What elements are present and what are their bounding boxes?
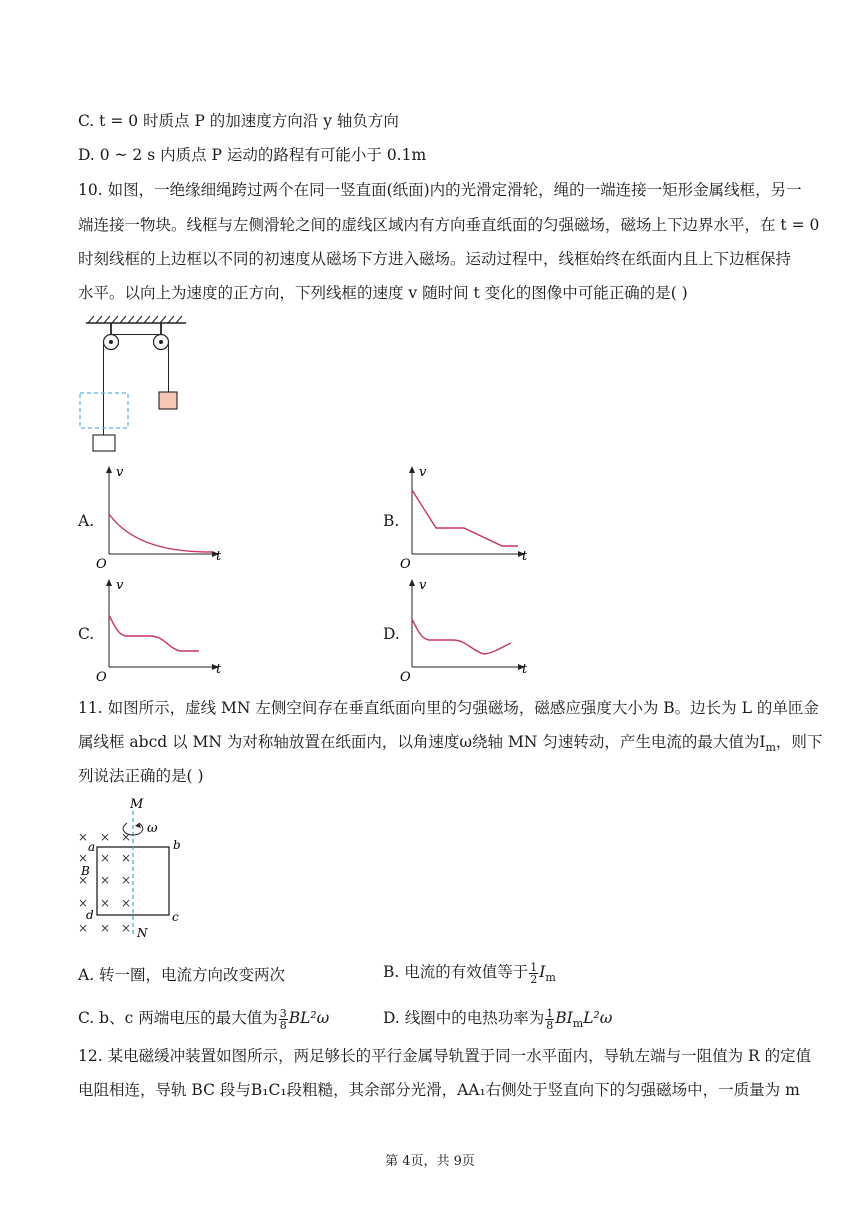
- q11-stem-line2: 属线框 abcd 以 MN 为对称轴放置在纸面内，以角速度ω绕轴 MN 匀速转动，产生电流的最大值为$I_m$，则下: [78, 733, 823, 755]
- axis-v-label: v: [116, 465, 124, 480]
- svg-text:×: ×: [100, 921, 111, 935]
- axis-t-label: t: [216, 662, 222, 677]
- label-omega: ω: [147, 821, 158, 836]
- q10-graph-a: [92, 462, 232, 572]
- svg-text:×: ×: [78, 896, 89, 910]
- axis-t-label: t: [216, 549, 222, 564]
- svg-text:×: ×: [100, 873, 111, 887]
- page-footer: 第 4页，共 9页: [385, 1154, 475, 1169]
- q10-graph-c: [92, 573, 232, 683]
- q11-stem-line3: 列说法正确的是( ): [78, 767, 204, 785]
- q10-option-b-label: B.: [383, 512, 400, 530]
- origin-label: O: [96, 670, 107, 683]
- svg-text:×: ×: [78, 830, 89, 844]
- axis-v-label: v: [419, 578, 427, 593]
- q10-graph-b: [398, 462, 538, 572]
- q12-stem-line1: 12. 某电磁缓冲装置如图所示，两足够长的平行金属导轨置于同一水平面内，导轨左端与一阻值为 R 的定值: [78, 1047, 812, 1065]
- svg-text:×: ×: [121, 896, 132, 910]
- q12-stem-line2: 电阻相连，导轨 BC 段与B₁C₁段粗糙，其余部分光滑，AA₁右侧处于竖直向下的匀强磁场中，一质量为 m: [78, 1081, 800, 1099]
- axis-v-label: v: [116, 578, 124, 593]
- svg-text:×: ×: [78, 873, 89, 887]
- origin-label: O: [400, 557, 411, 572]
- label-c: c: [172, 910, 179, 924]
- svg-text:×: ×: [78, 921, 89, 935]
- curve-d: [412, 619, 511, 654]
- svg-text:×: ×: [121, 873, 132, 887]
- curve-c: [109, 615, 199, 651]
- q11-option-b: B. 电流的有效值等于 $\frac{1}{2}$ $I_m$: [383, 960, 556, 986]
- q9-option-d: D. 0 ~ 2 s 内质点 P 运动的路程有可能小于 0.1m: [78, 146, 427, 164]
- label-d: d: [86, 908, 94, 922]
- q10-option-d-label: D.: [383, 625, 400, 643]
- q10-stem-line1: 10. 如图，一绝缘细绳跨过两个在同一竖直面(纸面)内的光滑定滑轮，绳的一端连接一矩形金属线框，另一: [78, 181, 802, 199]
- axis-v-label: v: [419, 465, 427, 480]
- q9-option-c: C. t = 0 时质点 P 的加速度方向沿 y 轴负方向: [78, 112, 399, 130]
- origin-label: O: [400, 670, 411, 683]
- q10-stem-line2: 端连接一物块。线框与左侧滑轮之间的虚线区域内有方向垂直纸面的匀强磁场，磁场上下边界水平，在 t = 0: [78, 216, 820, 234]
- q10-option-c-label: C.: [78, 625, 95, 643]
- svg-text:×: ×: [100, 851, 111, 865]
- q10-stem-line4: 水平。以向上为速度的正方向，下列线框的速度 v 随时间 t 变化的图像中可能正确的是( ): [78, 284, 688, 302]
- label-b: b: [173, 838, 181, 852]
- q10-pulley-figure: [78, 312, 198, 457]
- label-a: a: [88, 840, 96, 854]
- label-m: M: [130, 797, 144, 812]
- label-n: N: [137, 926, 148, 940]
- q10-stem-line3: 时刻线框的上边框以不同的初速度从磁场下方进入磁场。运动过程中，线框始终在纸面内且上下边框保持: [78, 250, 792, 268]
- svg-text:×: ×: [78, 851, 89, 865]
- svg-text:×: ×: [121, 921, 132, 935]
- svg-text:×: ×: [121, 851, 132, 865]
- q10-option-a-label: A.: [78, 512, 95, 530]
- label-b-field: B: [81, 864, 90, 878]
- q10-graph-d: [398, 573, 538, 683]
- q11-frame-figure: [75, 795, 195, 945]
- axis-t-label: t: [522, 662, 528, 677]
- q11-option-a: A. 转一圈，电流方向改变两次: [78, 966, 286, 984]
- axis-t-label: t: [522, 549, 528, 564]
- svg-text:×: ×: [121, 830, 132, 844]
- q11-option-c: C. b、c 两端电压的最大值为 $\frac{3}{8}$ BL²ω: [78, 1006, 330, 1032]
- curve-a: [109, 514, 212, 552]
- origin-label: O: [96, 557, 107, 572]
- svg-text:×: ×: [100, 830, 111, 844]
- curve-b: [412, 490, 518, 546]
- q11-option-d: D. 线圈中的电热功率为 $\frac{1}{8}$ $BI_mL^2\omega$: [383, 1006, 613, 1032]
- q11-stem-line1: 11. 如图所示，虚线 MN 左侧空间存在垂直纸面向里的匀强磁场，磁感应强度大小为 B。边长为 L 的单匝金: [78, 699, 819, 717]
- svg-text:×: ×: [100, 896, 111, 910]
